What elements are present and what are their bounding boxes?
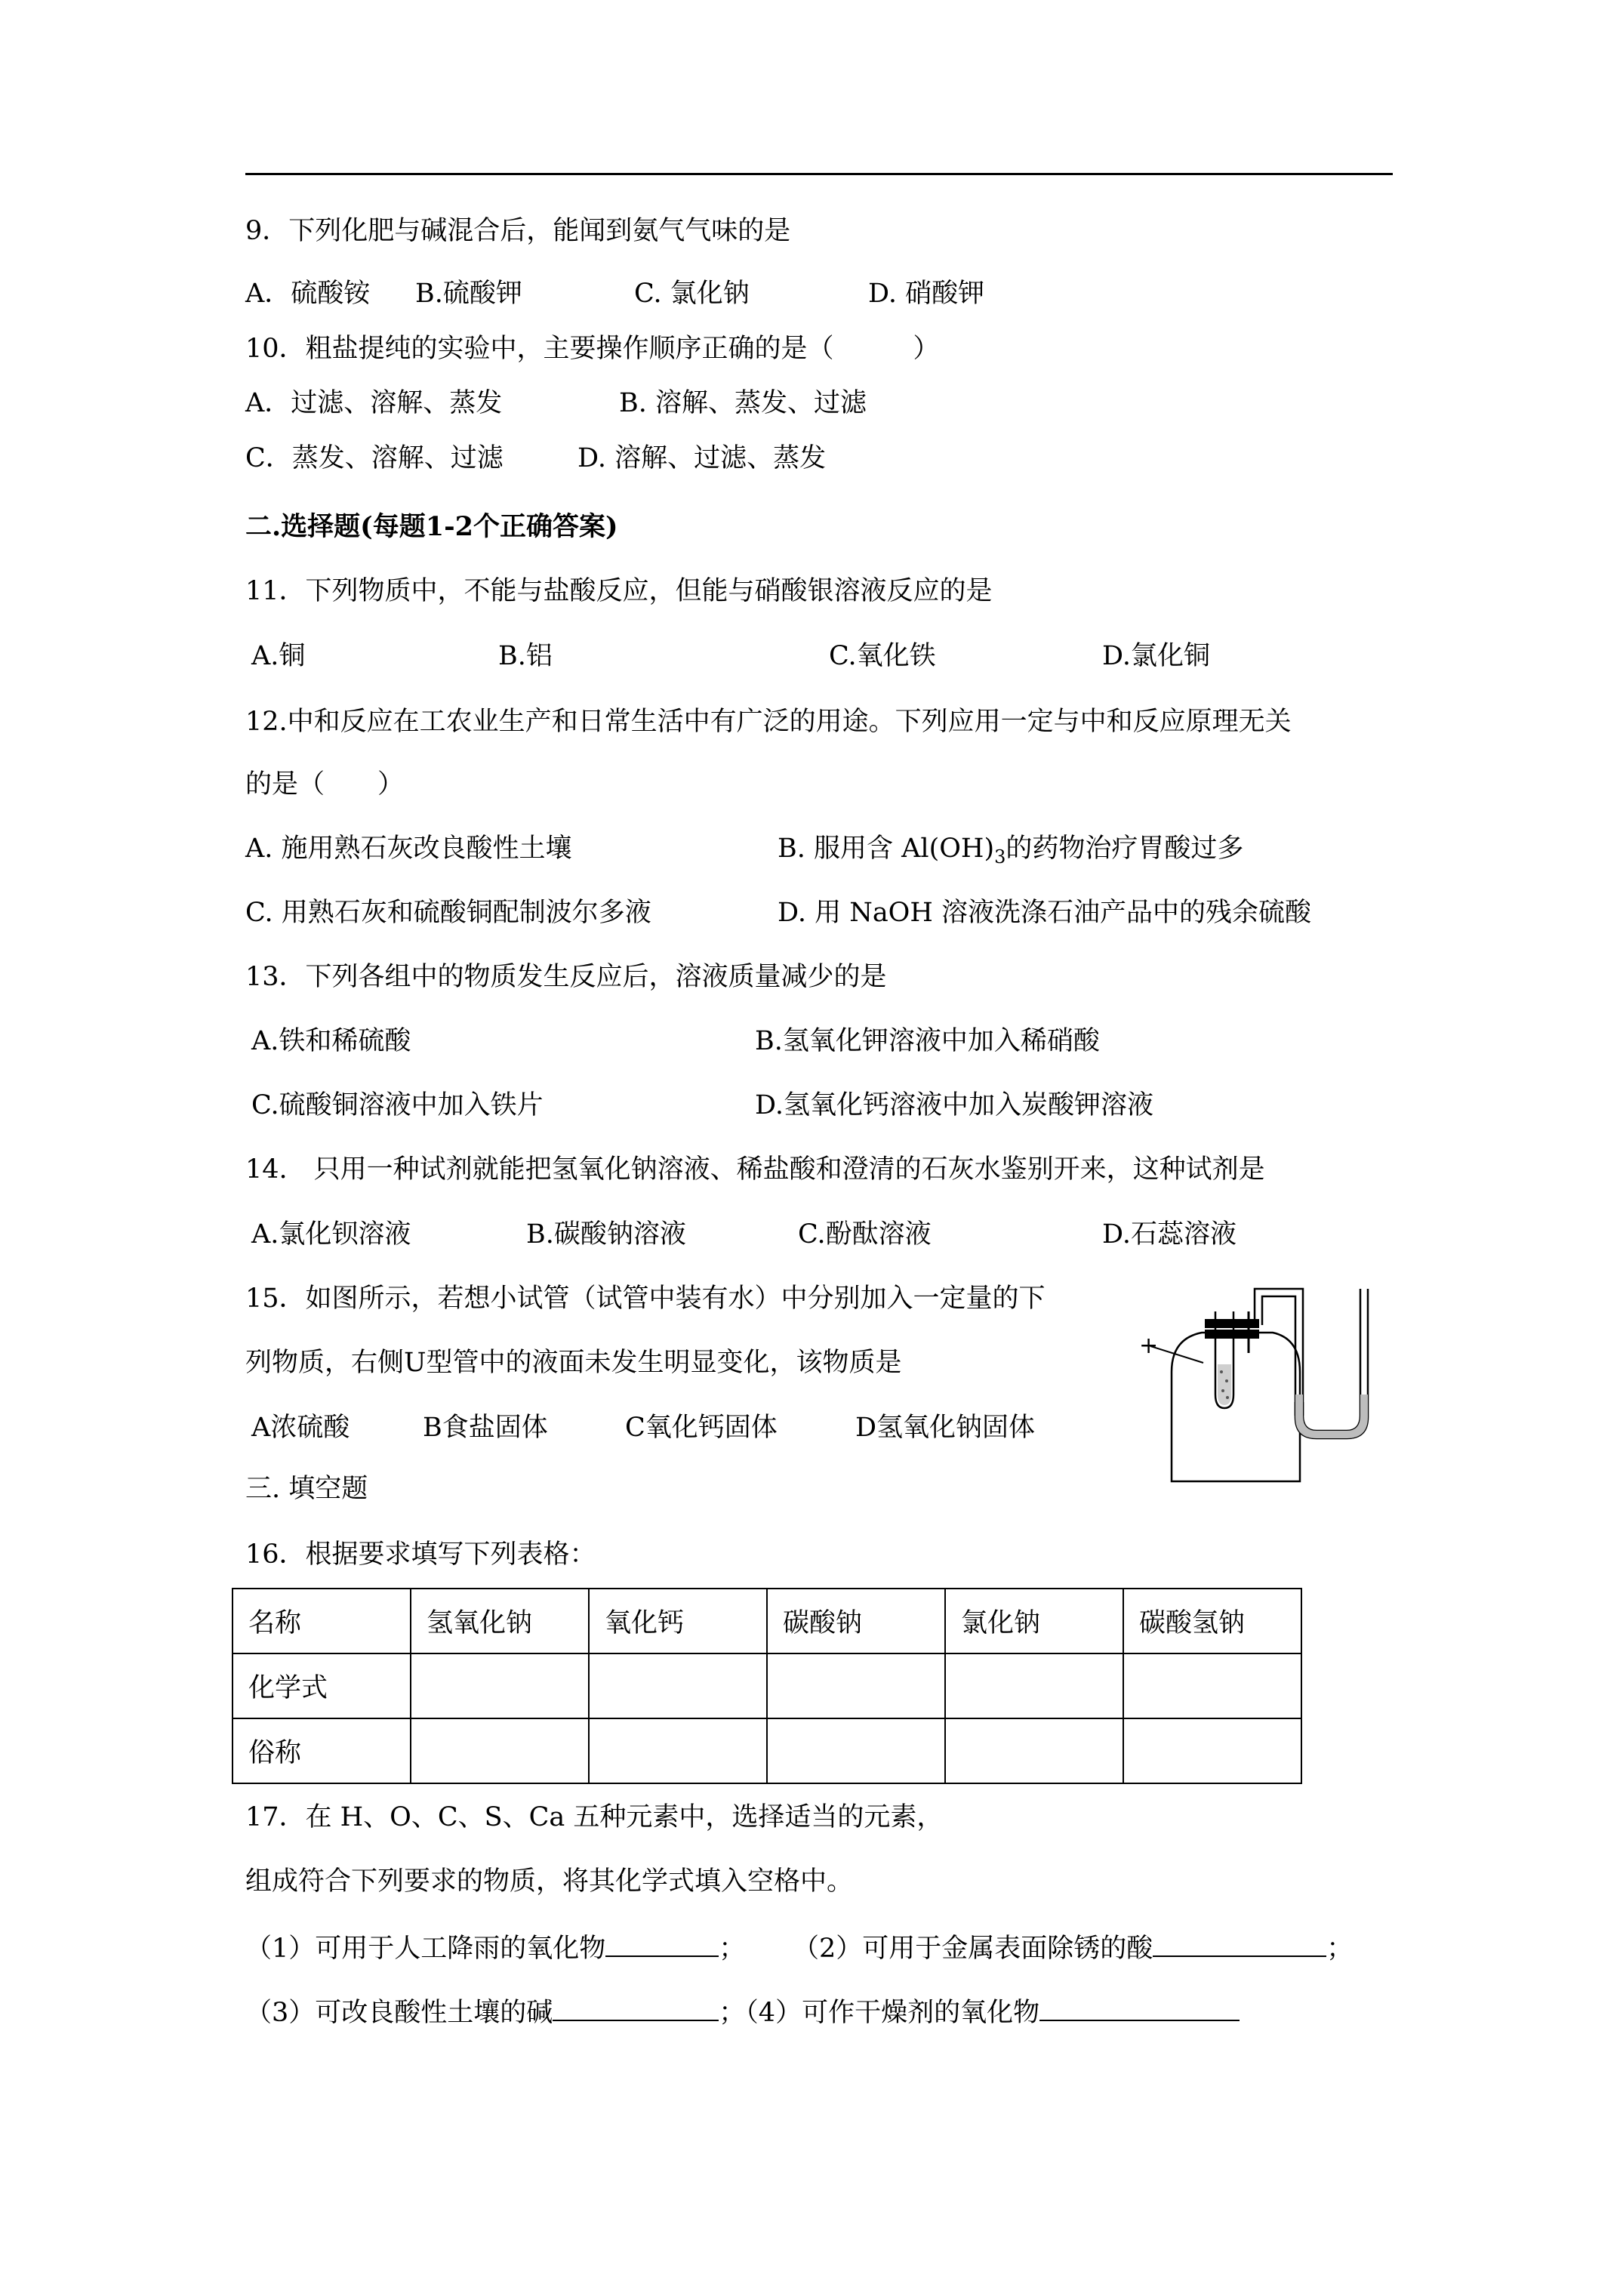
table-row-label: 化学式	[233, 1653, 411, 1718]
q17-part3-text: （3）可改良酸性土壤的碱	[245, 1998, 553, 2028]
q12-option-a: A. 施用熟石灰改良酸性土壤	[245, 834, 572, 864]
q15-stem-line2: 列物质，右侧U型管中的液面未发生明显变化，该物质是	[245, 1348, 902, 1378]
table-row	[233, 1718, 1301, 1783]
q17-part1-text: （1）可用于人工降雨的氧化物	[245, 1934, 606, 1964]
q15-option-b: B食盐固体	[423, 1413, 548, 1443]
q15-stem-line1: 15．如图所示，若想小试管（试管中装有水）中分别加入一定量的下	[245, 1284, 1046, 1314]
q17-part1-sep: ；	[719, 1934, 746, 1964]
q17-part3-blank[interactable]	[553, 1997, 719, 2021]
q14-stem: 14. 只用一种试剂就能把氢氧化钠溶液、稀盐酸和澄清的石灰水鉴别开来，这种试剂是	[245, 1154, 1265, 1185]
table-header-cell: 碳酸钠	[767, 1589, 945, 1653]
q10-option-c: C．蒸发、溶解、过滤	[245, 443, 504, 473]
q10-stem: 10．粗盐提纯的实验中，主要操作顺序正确的是（ ）	[245, 334, 940, 364]
answer-cell[interactable]	[945, 1653, 1123, 1718]
answer-cell[interactable]	[1123, 1653, 1301, 1718]
q11-option-d: D.氯化铜	[1102, 641, 1210, 671]
q9-option-c: C. 氯化钠	[634, 279, 750, 309]
q17-part2-blank[interactable]	[1153, 1933, 1326, 1957]
q13-option-b: B.氢氧化钾溶液中加入稀硝酸	[755, 1026, 1100, 1056]
q12-option-b-subscript: 3	[994, 846, 1006, 868]
answer-cell[interactable]	[945, 1718, 1123, 1783]
q11-option-b: B.铝	[498, 641, 553, 671]
section-2-heading: 二.选择题(每题1-2个正确答案)	[245, 511, 618, 542]
q17-part3	[245, 1997, 1240, 2026]
q11-option-a: A.铜	[251, 641, 306, 671]
table-header-cell: 名称	[233, 1589, 411, 1653]
q9-option-b: B.硫酸钾	[415, 279, 522, 309]
q12-stem-line2: 的是（ ）	[245, 769, 405, 800]
q10-option-a: A．过滤、溶解、蒸发	[245, 388, 503, 418]
answer-cell[interactable]	[589, 1718, 767, 1783]
q10-option-b: B. 溶解、蒸发、过滤	[619, 388, 867, 418]
q17-part3-sep: ；	[719, 1998, 746, 2028]
q12-option-b-post: 的药物治疗胃酸过多	[1006, 834, 1244, 864]
q17-stem-line1: 17．在 H、O、C、S、Ca 五种元素中，选择适当的元素，	[245, 1802, 944, 1832]
q13-option-a: A.铁和稀硫酸	[251, 1026, 411, 1056]
q17-part2	[793, 1933, 1353, 1962]
q14-option-b: B.碳酸钠溶液	[526, 1219, 686, 1250]
q12-option-d: D. 用 NaOH 溶液洗涤石油产品中的残余硫酸	[778, 898, 1312, 928]
q17-part1-blank[interactable]	[605, 1933, 719, 1957]
q16-table	[232, 1588, 1302, 1784]
q15-figure-plus-label: +	[1139, 1333, 1159, 1359]
table-row-label: 俗称	[233, 1718, 411, 1783]
q11-stem: 11．下列物质中，不能与盐酸反应，但能与硝酸银溶液反应的是	[245, 576, 993, 606]
q12-stem-line1: 12.中和反应在工农业生产和日常生活中有广泛的用途。下列应用一定与中和反应原理无关	[245, 707, 1292, 737]
q13-stem: 13．下列各组中的物质发生反应后，溶液质量减少的是	[245, 962, 887, 992]
q15-option-a: A浓硫酸	[251, 1413, 350, 1443]
q17-part2-text: （2）可用于金属表面除锈的酸	[793, 1934, 1153, 1964]
q15-apparatus-figure	[1135, 1281, 1407, 1492]
q11-option-c: C.氧化铁	[829, 641, 936, 671]
section-3-heading: 三. 填空题	[245, 1474, 368, 1504]
q10-option-d: D. 溶解、过滤、蒸发	[577, 443, 827, 473]
q9-option-a: A．硫酸铵	[245, 279, 371, 309]
answer-cell[interactable]	[411, 1653, 589, 1718]
q9-option-d: D. 硝酸钾	[868, 279, 985, 309]
q17-part4-blank[interactable]	[1039, 1997, 1240, 2021]
q15-option-c: C氧化钙固体	[625, 1413, 778, 1443]
table-header-cell: 氧化钙	[589, 1589, 767, 1653]
q12-option-c: C. 用熟石灰和硫酸铜配制波尔多液	[245, 898, 651, 928]
answer-cell[interactable]	[767, 1653, 945, 1718]
q13-option-c: C.硫酸铜溶液中加入铁片	[251, 1090, 544, 1120]
answer-cell[interactable]	[589, 1653, 767, 1718]
q12-option-b	[778, 836, 1243, 866]
q9-stem: 9．下列化肥与碱混合后，能闻到氨气气味的是	[245, 216, 791, 246]
answer-cell[interactable]	[411, 1718, 589, 1783]
q17-stem-line2: 组成符合下列要求的物质，将其化学式填入空格中。	[245, 1866, 854, 1897]
header-rule	[245, 173, 1393, 175]
q17-part1	[245, 1933, 745, 1962]
q15-option-d: D氢氧化钠固体	[855, 1413, 1036, 1443]
q14-option-c: C.酚酞溶液	[798, 1219, 932, 1250]
table-header-cell: 氯化钠	[945, 1589, 1123, 1653]
table-header-cell: 碳酸氢钠	[1123, 1589, 1301, 1653]
q16-stem: 16．根据要求填写下列表格：	[245, 1539, 596, 1570]
table-row	[233, 1653, 1301, 1718]
q17-part4-text: （4）可作干燥剂的氧化物	[745, 1998, 1040, 2028]
table-row	[233, 1589, 1301, 1653]
q14-option-d: D.石蕊溶液	[1102, 1219, 1236, 1250]
q13-option-d: D.氢氧化钙溶液中加入炭酸钾溶液	[755, 1090, 1153, 1120]
answer-cell[interactable]	[1123, 1718, 1301, 1783]
answer-cell[interactable]	[767, 1718, 945, 1783]
q12-option-b-pre: B. 服用含 Al(OH)	[778, 834, 995, 864]
q17-part2-sep: ；	[1326, 1934, 1354, 1964]
table-header-cell: 氢氧化钠	[411, 1589, 589, 1653]
q14-option-a: A.氯化钡溶液	[251, 1219, 411, 1250]
